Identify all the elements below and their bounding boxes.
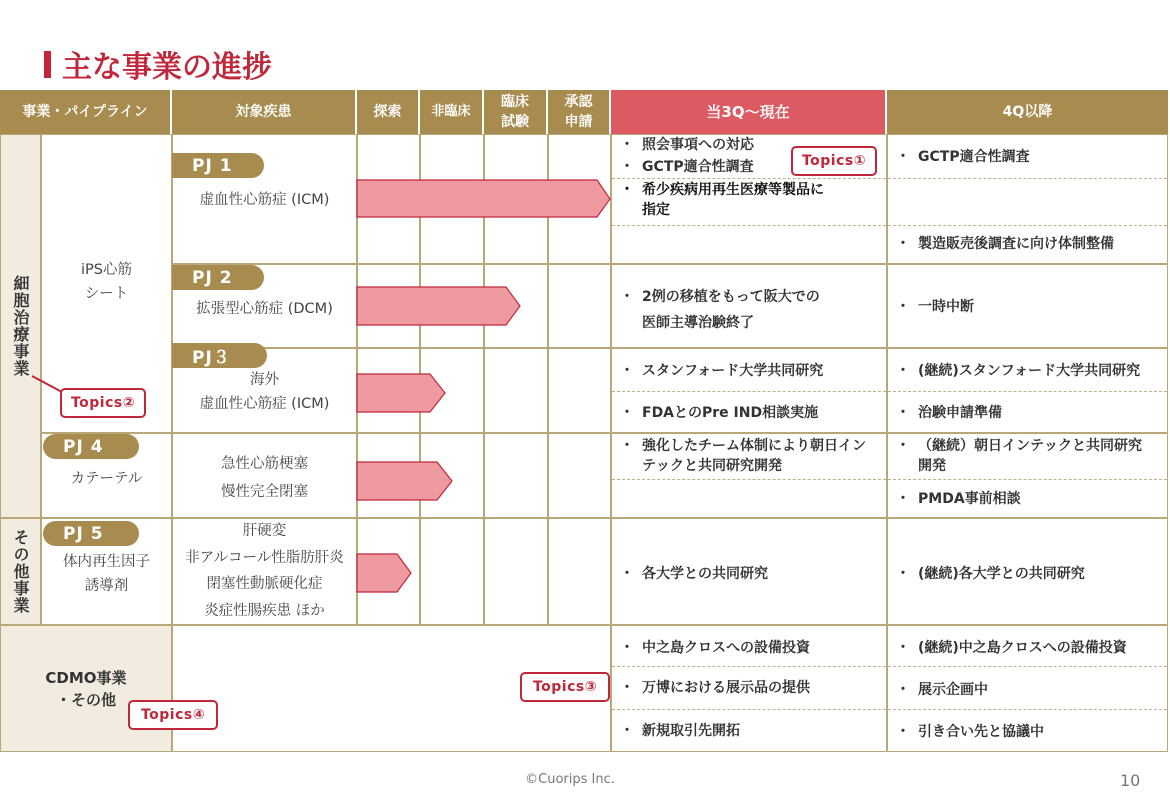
item-text: 引き合い先と協議中 (918, 724, 1044, 740)
disease-pj5-line1: 肝硬変 (242, 523, 287, 539)
pj1-label: PJ 1 (172, 153, 264, 178)
current-pj3-item1 (612, 361, 882, 381)
current-pj4-item (612, 436, 884, 476)
item-text: 一時中断 (918, 299, 974, 315)
item-text (642, 180, 824, 220)
current-pj1-item3 (612, 180, 882, 220)
header-exploration: 探索 (357, 90, 418, 134)
progress-arrow-pj3 (357, 374, 445, 412)
header-current-quarter: 当3Q～現在 (611, 90, 885, 134)
bullet: ・ (620, 182, 634, 198)
cdmo-label-line2: ・その他 (55, 691, 116, 709)
topics-4-badge[interactable]: Topics④ (128, 700, 218, 730)
topics-3-badge[interactable]: Topics③ (520, 672, 610, 702)
disease-pj5-line3: 閉塞性動脈硬化症 (206, 576, 323, 592)
header-business-pipeline: 事業・パイプライン (0, 90, 170, 134)
bullet: ・ (620, 566, 634, 582)
inducer-line2: 誘導剤 (84, 578, 129, 594)
item-text: 新規取引先開拓 (642, 723, 740, 739)
bullet: ・ (896, 149, 910, 165)
current-pj5-item (612, 564, 882, 584)
disease-pj5-line4: 炎症性腸疾患 ほか (204, 602, 325, 619)
header-clinical-line1: 臨床 (501, 94, 529, 110)
inducer-line1: 体内再生因子 (63, 554, 150, 570)
item-text: FDAとのPre IND相談実施 (642, 405, 819, 421)
future-pj3-item1 (888, 361, 1166, 381)
bullet: ・ (896, 236, 910, 252)
bullet: ・ (620, 137, 634, 153)
item-text: 万博における展示品の提供 (642, 680, 810, 696)
page-title: 主な事業の進捗 (62, 50, 272, 85)
disease-pj5-line2: 非アルコール性脂肪肝炎 (185, 549, 344, 566)
bullet: ・ (896, 682, 910, 698)
future-pj4-item1 (888, 436, 1166, 476)
item-text-line1: （継続）朝日インテックと共同研究 (918, 438, 1142, 454)
item-text-line2: 指定 (642, 202, 670, 218)
bullet: ・ (896, 405, 910, 421)
disease-pj3-line2: 虚血性心筋症 (ICM) (199, 396, 330, 412)
disease-pj4-line1: 急性心筋梗塞 (221, 456, 308, 472)
bullet: ・ (620, 680, 634, 696)
item-text-line1: 2例の移植をもって阪大での (642, 289, 820, 305)
item-text: (継続)各大学との共同研究 (918, 566, 1085, 582)
progress-arrow-pj2 (357, 287, 520, 325)
copyright-footer: ©Cuorips Inc. (525, 772, 615, 787)
bullet: ・ (896, 724, 910, 740)
item-text-line2: テックと共同研究開発 (642, 458, 782, 474)
bullet: ・ (896, 438, 910, 454)
page-number: 10 (1120, 771, 1141, 790)
current-pj2-item (612, 284, 882, 336)
cdmo-label-line1: CDMO事業 (45, 669, 127, 687)
bullet: ・ (620, 438, 634, 454)
future-cdmo-item1 (888, 638, 1166, 658)
progress-arrow-pj1 (357, 180, 610, 217)
pj3-label: PJ３ (172, 343, 267, 368)
current-cdmo-item2 (612, 678, 882, 698)
item-text: PMDA事前相談 (918, 491, 1021, 507)
item-text (642, 284, 820, 336)
progress-arrow-pj4 (357, 462, 452, 500)
item-text: (継続)中之島クロスへの設備投資 (918, 640, 1127, 656)
subcategory-catheter: カテーテル (70, 471, 143, 487)
header-approval-line1: 承認 (564, 94, 593, 110)
future-pj4-item2 (888, 489, 1164, 509)
header-clinical-line2: 試験 (501, 114, 529, 130)
pj4-label: PJ 4 (43, 434, 139, 459)
item-text: 治験申請準備 (918, 405, 1002, 421)
category-other-label: その他事業 (11, 529, 30, 614)
disease-pj4-line2: 慢性完全閉塞 (221, 484, 308, 500)
category-cell-therapy-label: 細胞治療事業 (11, 275, 30, 377)
future-pj1-item2 (888, 234, 1164, 254)
item-text: 展示企画中 (918, 682, 988, 698)
item-text (918, 436, 1142, 476)
bullet: ・ (620, 159, 634, 175)
bullet: ・ (896, 299, 910, 315)
disease-pj2: 拡張型心筋症 (DCM) (196, 301, 333, 317)
topics-1-badge[interactable]: Topics① (791, 146, 877, 176)
bullet: ・ (620, 405, 634, 421)
header-approval-line2: 申請 (564, 114, 593, 130)
bullet: ・ (896, 566, 910, 582)
bullet: ・ (620, 723, 634, 739)
header-next-quarter: 4Q以降 (887, 90, 1168, 134)
bullet: ・ (896, 491, 910, 507)
disease-pj3-line1: 海外 (250, 372, 279, 388)
item-text: 照会事項への対応 (642, 137, 754, 153)
progress-arrow-pj5 (357, 554, 411, 592)
item-text: 中之島クロスへの設備投資 (642, 640, 810, 656)
current-pj3-item2 (612, 403, 882, 423)
current-cdmo-item1 (612, 638, 882, 658)
item-text: (継続)スタンフォード大学共同研究 (918, 363, 1141, 379)
item-text-line1: 強化したチーム体制により朝日イン (642, 438, 866, 454)
item-text: スタンフォード大学共同研究 (642, 363, 824, 379)
pj2-label: PJ 2 (172, 265, 264, 290)
item-text: GCTP適合性調査 (918, 149, 1030, 165)
future-pj2-item (888, 297, 1164, 317)
bullet: ・ (896, 640, 910, 656)
bullet: ・ (896, 363, 910, 379)
ips-line2: シート (84, 286, 129, 302)
future-cdmo-item3 (888, 722, 1164, 742)
ips-line1: iPS心筋 (81, 262, 132, 278)
item-text-line1: 希少疾病用再生医療等製品に (642, 182, 824, 198)
pj5-label: PJ 5 (43, 521, 139, 546)
bullet: ・ (620, 363, 634, 379)
future-pj3-item2 (888, 403, 1164, 423)
bullet: ・ (620, 640, 634, 656)
bullet: ・ (620, 289, 634, 305)
item-text (642, 436, 866, 476)
item-text-line2: 開発 (918, 458, 946, 474)
header-nonclinical: 非臨床 (420, 90, 482, 134)
future-cdmo-item2 (888, 680, 1164, 700)
future-pj5-item (888, 564, 1164, 584)
current-cdmo-item3 (612, 721, 882, 741)
item-text: 各大学との共同研究 (642, 566, 768, 582)
item-text: 製造販売後調査に向け体制整備 (918, 236, 1114, 252)
disease-pj1: 虚血性心筋症 (ICM) (199, 192, 330, 208)
item-text-line2: 医師主導治験終了 (642, 315, 754, 331)
future-pj1-item1 (888, 147, 1164, 167)
header-target-disease: 対象疾患 (172, 90, 355, 134)
topics-2-badge[interactable]: Topics② (60, 388, 146, 418)
topics2-pointer-line (32, 376, 62, 392)
item-text: GCTP適合性調査 (642, 159, 754, 175)
